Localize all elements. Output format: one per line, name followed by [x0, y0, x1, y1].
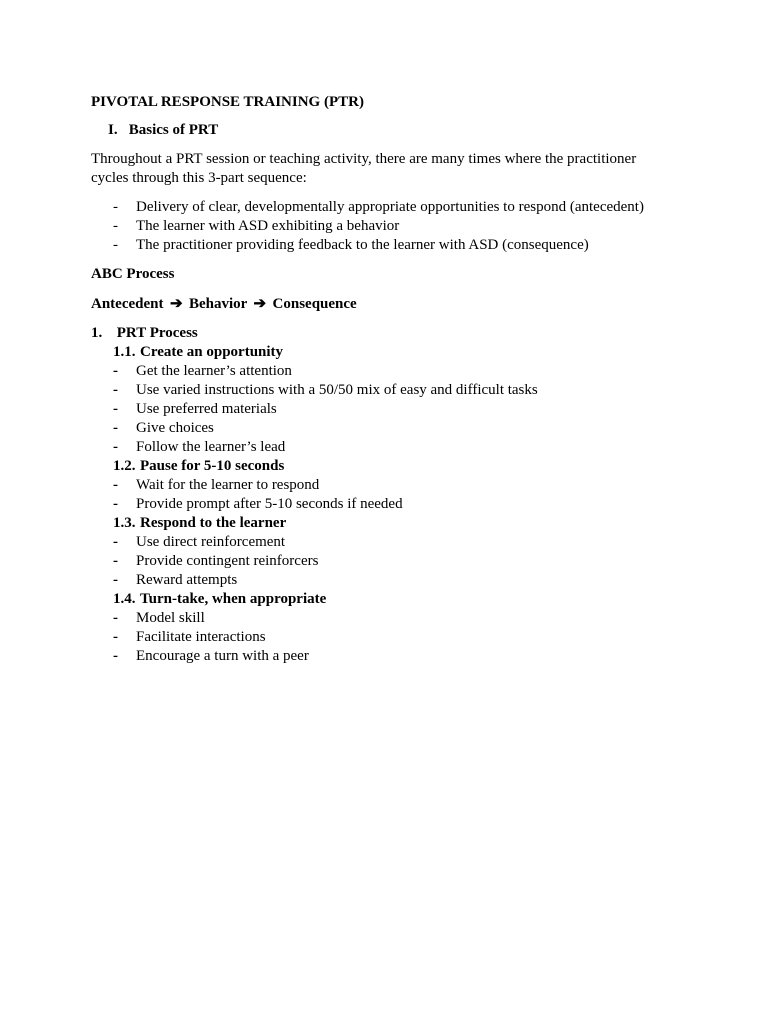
- dash-bullet: -: [113, 648, 118, 664]
- list-item: [91, 236, 768, 255]
- list-item: [91, 571, 768, 590]
- dash-bullet: -: [113, 237, 118, 253]
- list-item: [91, 476, 768, 495]
- consequence-label: Consequence: [272, 296, 357, 312]
- list-item-text: Follow the learner’s lead: [136, 439, 286, 455]
- list-item: [91, 400, 768, 419]
- arrow-right-icon: ➔: [253, 296, 267, 312]
- document-title: PIVOTAL RESPONSE TRAINING (PTR): [91, 94, 364, 110]
- dash-bullet: -: [113, 199, 118, 215]
- list-item-text: Encourage a turn with a peer: [136, 648, 309, 664]
- list-item: [91, 217, 768, 236]
- arrow-right-icon: ➔: [169, 296, 183, 312]
- list-item: [91, 438, 768, 457]
- dash-bullet: -: [113, 439, 118, 455]
- list-item-text: Provide contingent reinforcers: [136, 553, 319, 569]
- list-item-text: Use preferred materials: [136, 401, 277, 417]
- behavior-label: Behavior: [188, 296, 248, 312]
- step-list: [91, 609, 768, 666]
- list-item: [91, 362, 768, 381]
- list-item-text: Use varied instructions with a 50/50 mix of easy and difficult tasks: [136, 382, 538, 398]
- dash-bullet: -: [113, 477, 118, 493]
- step-number: 1.3.: [113, 515, 136, 531]
- list-item: [91, 419, 768, 438]
- section-label: Basics of PRT: [128, 122, 219, 138]
- step-label: Pause for 5-10 seconds: [140, 458, 285, 474]
- step-list: [91, 362, 768, 457]
- list-item: [91, 552, 768, 571]
- list-item: [91, 381, 768, 400]
- step-heading: [113, 514, 768, 533]
- list-item-text: The learner with ASD exhibiting a behavior: [136, 218, 400, 234]
- step-heading: [113, 590, 768, 609]
- dash-bullet: -: [113, 401, 118, 417]
- list-item-text: Get the learner’s attention: [136, 363, 292, 379]
- dash-bullet: -: [113, 496, 118, 512]
- list-item-text: Model skill: [136, 610, 205, 626]
- section-number: I.: [108, 122, 118, 138]
- dash-bullet: -: [113, 363, 118, 379]
- dash-bullet: -: [113, 553, 118, 569]
- antecedent-label: Antecedent: [91, 296, 164, 312]
- dash-bullet: -: [113, 610, 118, 626]
- step-label: Respond to the learner: [140, 515, 287, 531]
- list-item: [91, 533, 768, 552]
- list-item: [91, 198, 768, 217]
- prt-process-heading: [91, 324, 768, 343]
- dash-bullet: -: [113, 420, 118, 436]
- step-label: Turn-take, when appropriate: [140, 591, 327, 607]
- sequence-list: [91, 198, 768, 255]
- dash-bullet: -: [113, 534, 118, 550]
- step-heading: [113, 457, 768, 476]
- list-item-text: Use direct reinforcement: [136, 534, 286, 550]
- dash-bullet: -: [113, 629, 118, 645]
- step-number: 1.2.: [113, 458, 136, 474]
- step-list: [91, 533, 768, 590]
- list-item: [91, 647, 768, 666]
- abc-sequence: [91, 295, 768, 314]
- dash-bullet: -: [113, 572, 118, 588]
- list-item-text: Give choices: [136, 420, 214, 436]
- list-item: [91, 628, 768, 647]
- list-item: [91, 609, 768, 628]
- step-label: Create an opportunity: [140, 344, 284, 360]
- step-number: 1.4.: [113, 591, 136, 607]
- step-number: 1.1.: [113, 344, 136, 360]
- prt-label: PRT Process: [116, 325, 198, 341]
- step-list: [91, 476, 768, 514]
- list-item-text: Reward attempts: [136, 572, 238, 588]
- abc-process-heading: ABC Process: [91, 266, 175, 282]
- prt-number: 1.: [91, 325, 103, 341]
- list-item-text: Delivery of clear, developmentally appropriate opportunities to respond (antecedent): [136, 199, 644, 215]
- dash-bullet: -: [113, 218, 118, 234]
- list-item-text: Provide prompt after 5-10 seconds if needed: [136, 496, 403, 512]
- list-item: [91, 495, 768, 514]
- intro-paragraph: Throughout a PRT session or teaching activity, there are many times where the practitioner cycles through this 3-part sequence:: [91, 151, 637, 186]
- list-item-text: Facilitate interactions: [136, 629, 266, 645]
- list-item-text: Wait for the learner to respond: [136, 477, 320, 493]
- section-heading-basics: [108, 121, 768, 140]
- dash-bullet: -: [113, 382, 118, 398]
- list-item-text: The practitioner providing feedback to the learner with ASD (consequence): [136, 237, 589, 253]
- step-heading: [113, 343, 768, 362]
